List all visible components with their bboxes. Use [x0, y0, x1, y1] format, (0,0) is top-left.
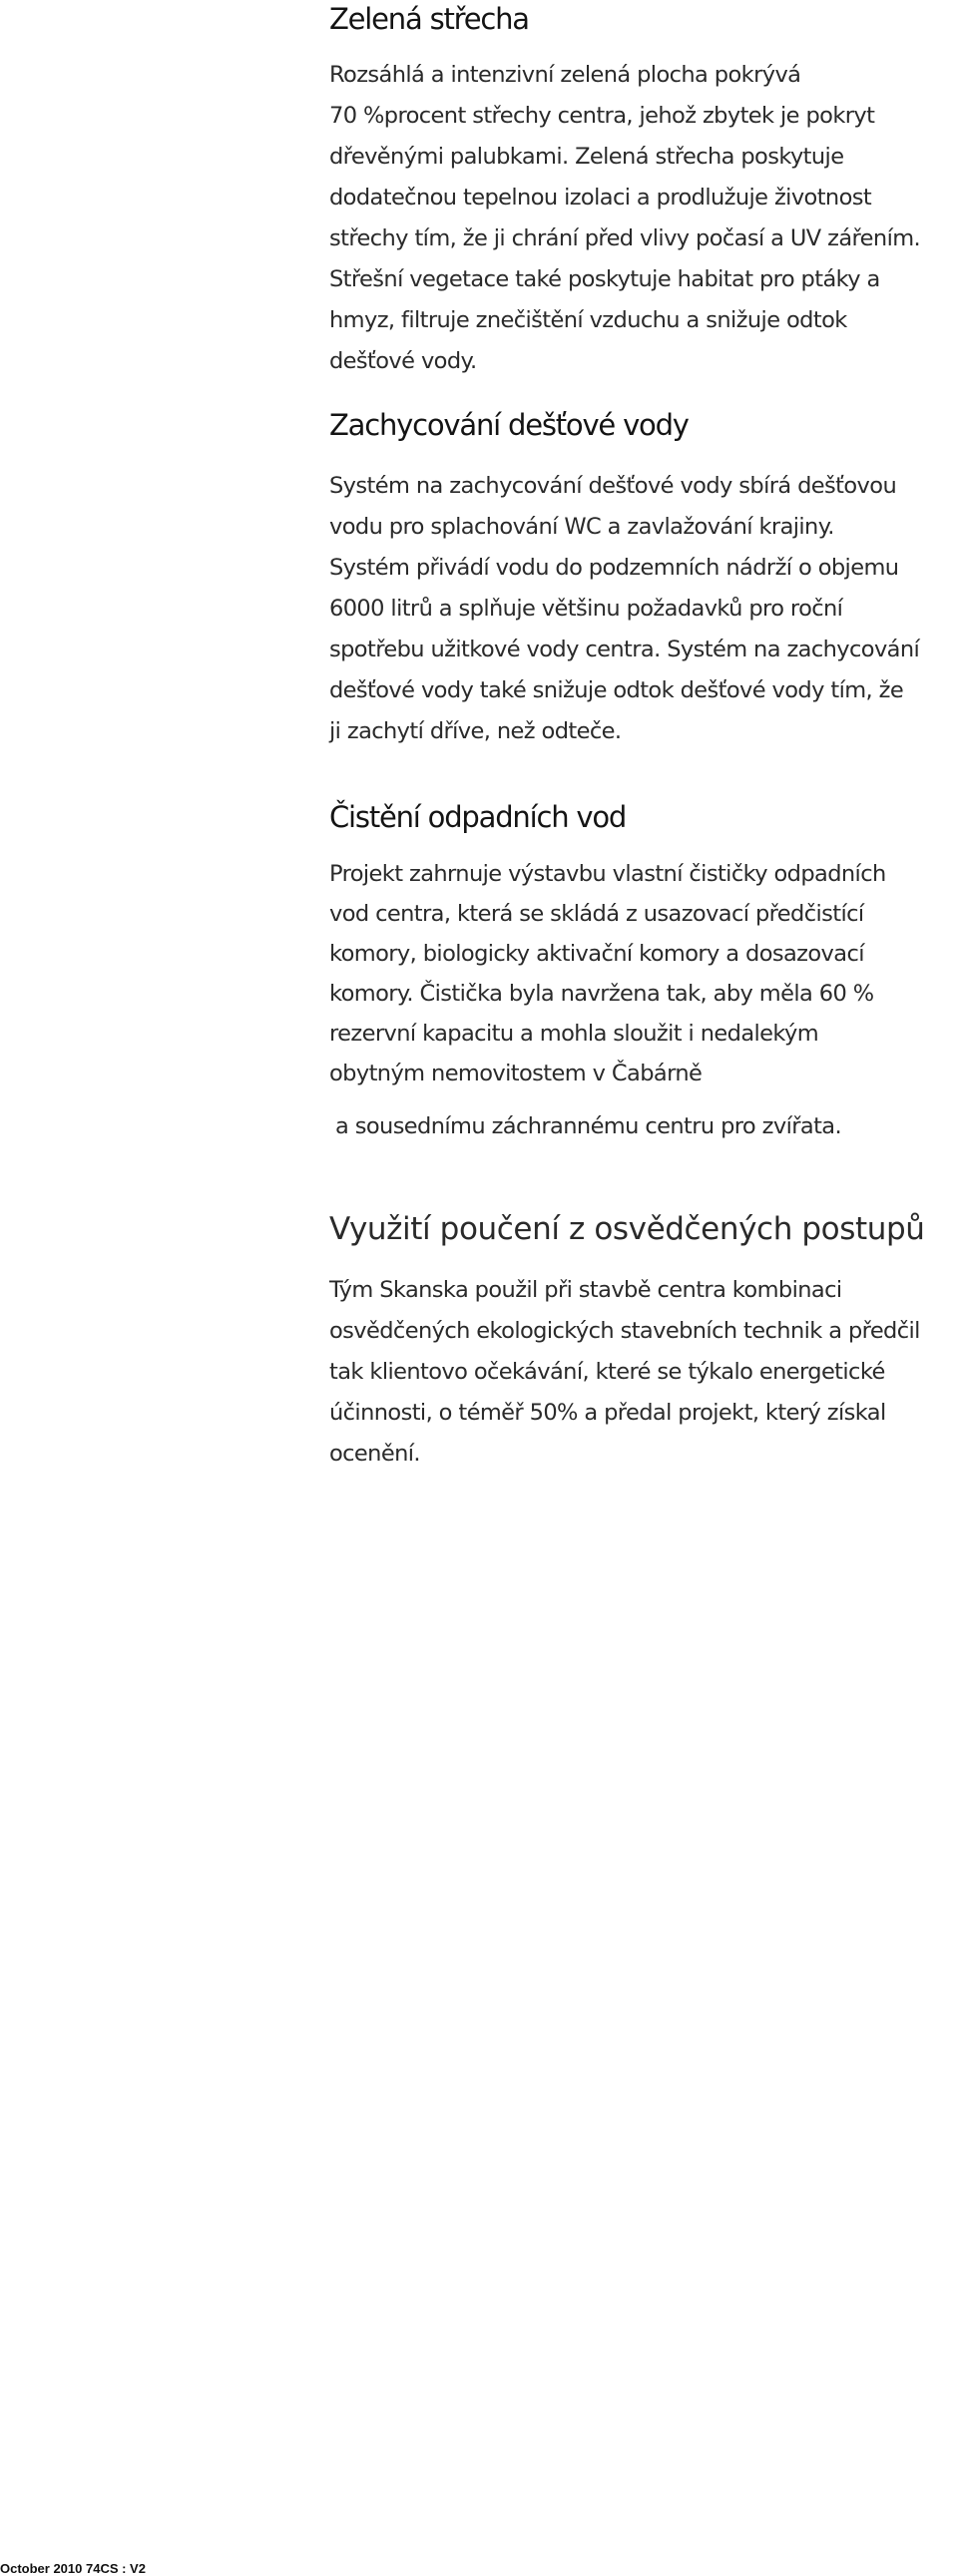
text-line: 70 %procent střechy centra, jehož zbytek je pokryt	[329, 103, 875, 129]
text-line: dešťové vody.	[329, 348, 477, 374]
text-line: Systém na zachycování dešťové vody sbírá dešťovou	[329, 473, 897, 499]
text-line: spotřebu užitkové vody centra. Systém na zachycování	[329, 637, 920, 662]
text-line: hmyz, filtruje znečištění vzduchu a snižuje odtok	[329, 307, 847, 333]
text-line: obytným nemovitostem v Čabárně	[329, 1061, 703, 1086]
section-paragraph	[329, 466, 948, 752]
text-line: komory. Čistička byla navržena tak, aby měla 60 %	[329, 981, 874, 1007]
text-line: účinnosti, o téměř 50% a předal projekt, který získal	[329, 1400, 886, 1426]
text-line: 6000 litrů a splňuje většinu požadavků pro roční	[329, 596, 843, 622]
section-best-practices	[329, 1210, 948, 1475]
text-line: dodatečnou tepelnou izolaci a prodlužuje životnost	[329, 185, 872, 211]
text-line: tak klientovo očekávání, které se týkalo energetické	[329, 1359, 885, 1385]
section-heading: Zachycování dešťové vody	[329, 408, 689, 442]
text-line: rezervní kapacitu a mohla sloužit i nedalekým	[329, 1021, 819, 1047]
text-line: Rozsáhlá a intenzivní zelená plocha pokrývá	[329, 62, 801, 88]
text-line: Tým Skanska použil při stavbě centra kombinaci	[329, 1277, 842, 1303]
section-paragraph	[329, 854, 948, 1093]
text-line: a sousednímu záchrannému centru pro zvířata.	[335, 1113, 842, 1139]
text-line: dešťové vody také snižuje odtok dešťové vody tím, že	[329, 677, 904, 703]
text-line: vodu pro splachování WC a zavlažování krajiny.	[329, 514, 834, 540]
section-heading: Využití poučení z osvědčených postupů	[329, 1211, 925, 1247]
text-line: osvědčených ekologických stavebních technik a předčil	[329, 1318, 920, 1344]
text-line: ocenění.	[329, 1441, 420, 1467]
text-line: Střešní vegetace také poskytuje habitat pro ptáky a	[329, 266, 880, 292]
text-line: komory, biologicky aktivační komory a dosazovací	[329, 941, 864, 967]
text-line: ji zachytí dříve, než odteče.	[329, 718, 622, 744]
text-line: Projekt zahrnuje výstavbu vlastní čističky odpadních	[329, 861, 886, 887]
text-line: Systém přivádí vodu do podzemních nádrží o objemu	[329, 555, 899, 581]
section-green-roof	[329, 0, 948, 382]
section-paragraph	[329, 1270, 948, 1475]
section-rainwater-harvesting	[329, 406, 948, 752]
text-line: dřevěnými palubkami. Zelená střecha poskytuje	[329, 144, 844, 170]
text-line: střechy tím, že ji chrání před vlivy počasí a UV zářením.	[329, 225, 921, 251]
section-wastewater-treatment	[329, 798, 948, 1147]
section-paragraph-continuation	[329, 1106, 948, 1147]
section-paragraph	[329, 55, 948, 382]
section-heading: Zelená střecha	[329, 2, 529, 36]
section-heading: Čistění odpadních vod	[329, 800, 627, 834]
text-line: vod centra, která se skládá z usazovací předčistící	[329, 901, 864, 927]
page-footer: October 2010 74CS : V2	[0, 2561, 146, 2576]
